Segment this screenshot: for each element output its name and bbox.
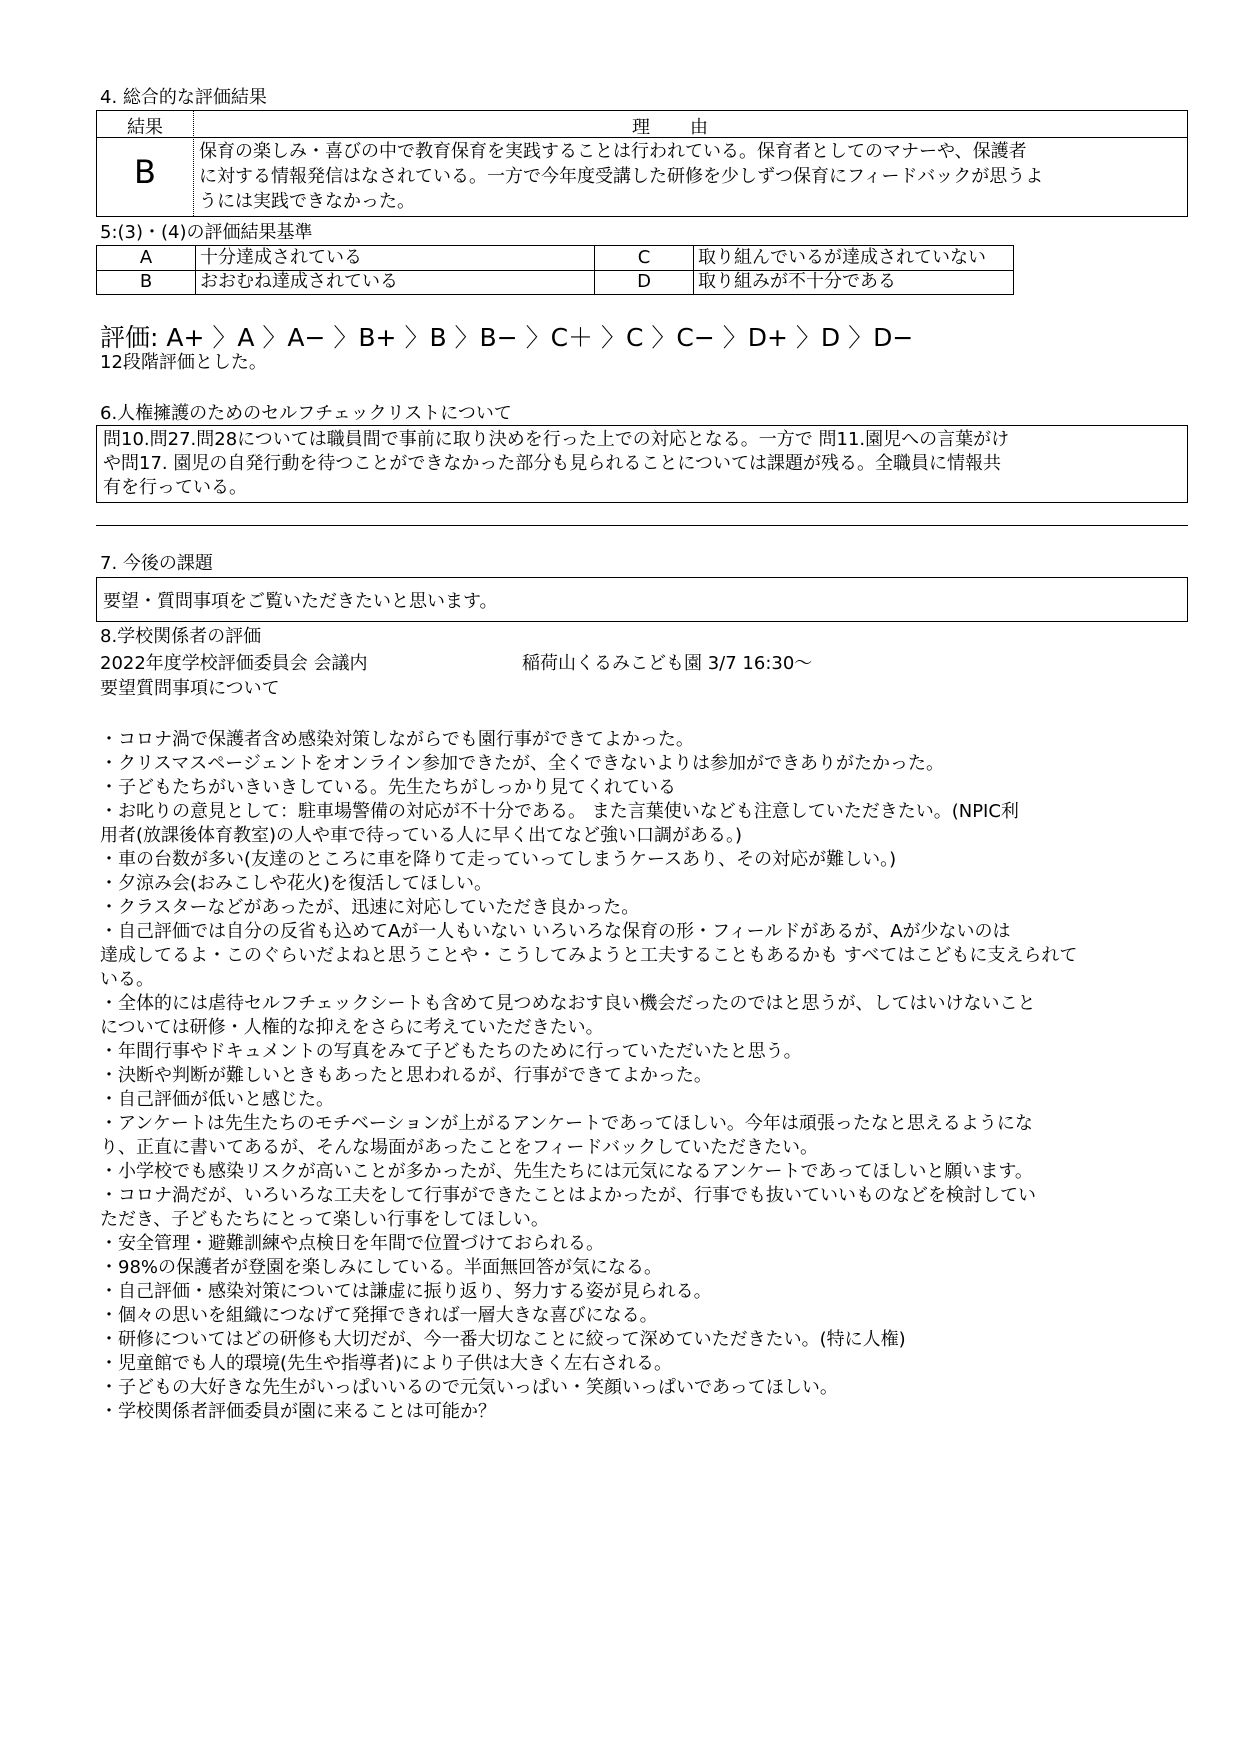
list-item: ・コロナ渦だが、いろいろな工夫をして行事ができたことはよかったが、行事でも抜いていいものなどを検討してい: [100, 1185, 1036, 1206]
list-item: ・自己評価・感染対策については謙虚に振り返り、努力する姿が見られる。: [100, 1281, 712, 1302]
reason-line: に対する情報発信はなされている。一方で今年度受講した研修を少しずつ保育にフィードバックが思うよ: [199, 166, 1044, 187]
text-line: や問17. 園児の自発行動を待つことができなかった部分も見られることについては課題が残る。全職員に情報共: [103, 453, 1001, 474]
overall-reason: [199, 139, 1179, 214]
list-item: 用者(放課後体育教室)の人や車で待っている人に早く出てなど強い口調がある。): [100, 825, 743, 846]
criteria-value: 取り組みが不十分である: [694, 270, 1014, 295]
section4-title: 4. 総合的な評価結果: [100, 87, 267, 108]
future-issues-box: [96, 577, 1188, 622]
list-item: ・学校関係者評価委員が園に来ることは可能か？: [100, 1401, 496, 1422]
list-item: ・クリスマスページェントをオンライン参加できたが、全くできないよりは参加ができありがたかった。: [100, 753, 945, 774]
header-result: 結果: [127, 117, 163, 138]
overall-result-table: [96, 110, 1188, 217]
grading-scale: 評価: A+ 〉A 〉A− 〉B+ 〉B 〉B− 〉C＋ 〉C 〉C− 〉D+ 〉D 〉D−: [100, 323, 914, 352]
criteria-key: B: [97, 270, 196, 295]
section8-title: 8.学校関係者の評価: [100, 626, 262, 647]
future-issues-text: 要望・質問事項をご覧いただきたいと思います。: [103, 591, 498, 612]
criteria-title: 5:(3)・(4)の評価結果基準: [100, 222, 313, 243]
divider: [96, 525, 1188, 526]
list-item: ・年間行事やドキュメントの写真をみて子どもたちのために行っていただいたと思う。: [100, 1041, 802, 1062]
list-item: ・個々の思いを組織につなげて発揮できれば一層大きな喜びになる。: [100, 1305, 658, 1326]
reason-line: うには実践できなかった。: [199, 191, 415, 212]
list-item: ・子どもたちがいきいきしている。先生たちがしっかり見てくれている: [100, 777, 676, 798]
list-item: については研修・人権的な抑えをさらに考えていただきたい。: [100, 1017, 604, 1038]
list-item: ただき、子どもたちにとって楽しい行事をしてほしい。: [100, 1209, 549, 1230]
table-row: [97, 270, 1014, 295]
list-item: ・研修についてはどの研修も大切だが、今一番大切なことに絞って深めていただきたい。(特に人権): [100, 1329, 906, 1350]
criteria-value: 取り組んでいるが達成されていない: [694, 246, 1014, 271]
reason-line: 保育の楽しみ・喜びの中で教育保育を実践することは行われている。保育者としてのマナーや、保護者: [199, 141, 1027, 162]
list-item: ・アンケートは先生たちのモチベーションが上がるアンケートであってほしい。今年は頑張ったなと思えるようにな: [100, 1113, 1033, 1134]
list-item: ・お叱りの意見として：駐車場警備の対応が不十分である。 また言葉使いなども注意していただきたい。(NPIC利: [100, 801, 1019, 822]
list-item: ・夕涼み会(おみこしや花火)を復活してほしい。: [100, 873, 493, 894]
section8-subtitle: 要望質問事項について: [100, 678, 280, 699]
list-item: 達成してるよ・このぐらいだよねと思うことや・こうしてみようと工夫することもあるかも すべてはこどもに支えられて: [100, 945, 1078, 966]
criteria-value: 十分達成されている: [196, 246, 595, 271]
meeting-name: 2022年度学校評価委員会 会議内: [100, 653, 368, 674]
criteria-key: A: [97, 246, 196, 271]
header-reason: 理由: [632, 117, 748, 138]
criteria-table: [96, 245, 1014, 295]
criteria-value: おおむね達成されている: [196, 270, 595, 295]
list-item: ・決断や判断が難しいときもあったと思われるが、行事ができてよかった。: [100, 1065, 712, 1086]
list-item: り、正直に書いてあるが、そんな場面があったことをフィードバックしていただきたい。: [100, 1137, 819, 1158]
meeting-venue-date: 稲荷山くるみこども園 3/7 16:30〜: [522, 653, 813, 674]
criteria-key: D: [595, 270, 694, 295]
list-item: ・クラスターなどがあったが、迅速に対応していただき良かった。: [100, 897, 640, 918]
list-item: ・子どもの大好きな先生がいっぱいいるので元気いっぱい・笑顔いっぱいであってほしい。: [100, 1377, 838, 1398]
list-item: ・安全管理・避難訓練や点検日を年間で位置づけておられる。: [100, 1233, 604, 1254]
list-item: ・全体的には虐待セルフチェックシートも含めて見つめなおす良い機会だったのではと思うが、してはいけないこと: [100, 993, 1036, 1014]
list-item: ・自己評価では自分の反省も込めてAが一人もいない いろいろな保育の形・フィールドがあるが、Aが少ないのは: [100, 921, 1011, 942]
list-item: ・コロナ渦で保護者含め感染対策しながらでも園行事ができてよかった。: [100, 729, 694, 750]
list-item: ・児童館でも人的環境(先生や指導者)により子供は大きく左右される。: [100, 1353, 673, 1374]
grading-scale-note: 12段階評価とした。: [100, 352, 267, 373]
text-line: 有を行っている。: [103, 477, 247, 498]
table-row: [97, 246, 1014, 271]
section7-title: 7. 今後の課題: [100, 553, 213, 574]
list-item: ・98%の保護者が登園を楽しみにしている。半面無回答が気になる。: [100, 1257, 663, 1278]
criteria-key: C: [595, 246, 694, 271]
list-item: ・小学校でも感染リスクが高いことが多かったが、先生たちには元気になるアンケートであってほしいと願います。: [100, 1161, 1033, 1182]
overall-grade: B: [134, 153, 156, 191]
text-line: 問10.問27.問28については職員間で事前に取り決めを行った上での対応となる。一方で 問11.園児への言葉がけ: [103, 429, 1010, 450]
list-item: ・自己評価が低いと感じた。: [100, 1089, 334, 1110]
list-item: ・車の台数が多い(友達のところに車を降りて走っていってしまうケースあり、その対応が難しい。): [100, 849, 897, 870]
list-item: いる。: [100, 969, 154, 990]
self-check-box: [96, 425, 1188, 503]
section6-title: 6.人権擁護のためのセルフチェックリストについて: [100, 403, 512, 424]
feedback-list: [100, 728, 1180, 1424]
